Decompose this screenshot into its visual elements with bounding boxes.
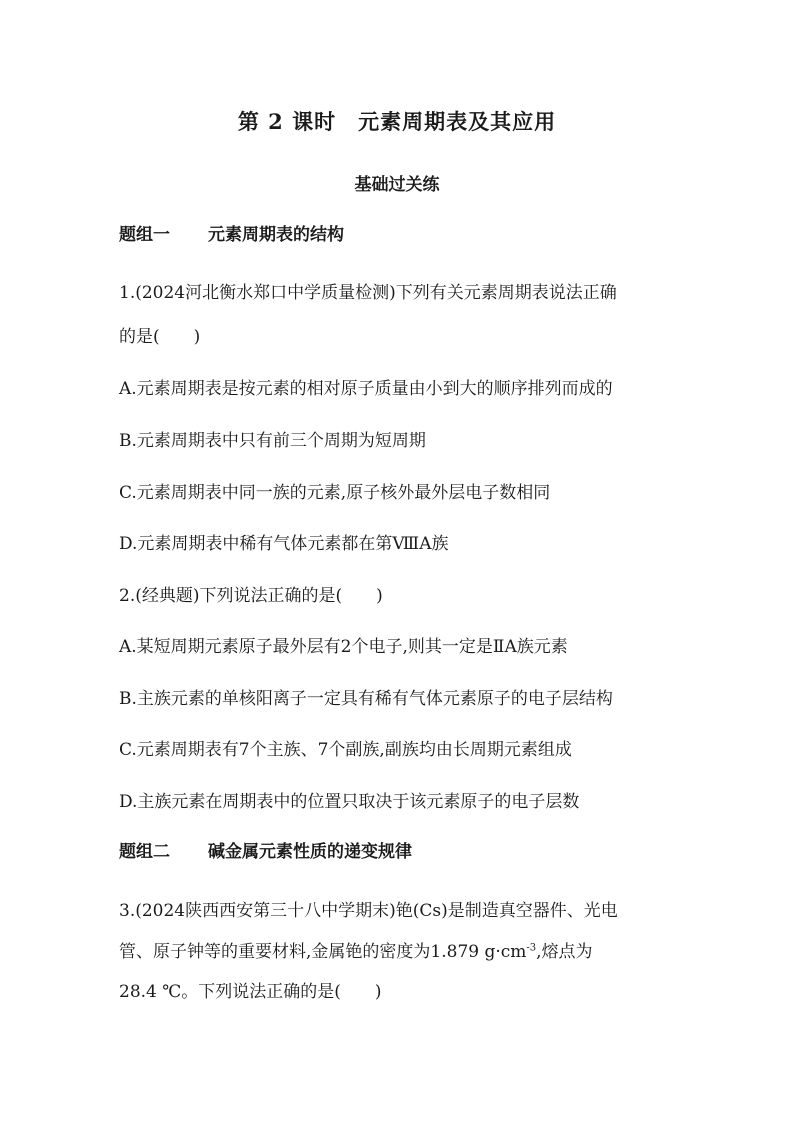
question-3-line-2-text-b: ,熔点为 [536,942,593,962]
question-1-option-a: A.元素周期表是按元素的相对原子质量由小到大的顺序排列而成的 [119,379,613,399]
question-1-option-d: D.元素周期表中稀有气体元素都在第ⅧA族 [119,534,449,554]
question-3-stem-line-3: 28.4 ℃。下列说法正确的是( ) [119,982,382,1002]
question-2-option-c: C.元素周期表有7个主族、7个副族,副族均由长周期元素组成 [119,740,572,760]
question-2-option-d: D.主族元素在周期表中的位置只取决于该元素原子的电子层数 [119,792,580,812]
group1-heading [119,220,344,245]
question-1-stem-line-1: 1.(2024河北衡水郑口中学质量检测)下列有关元素周期表说法正确 [119,283,617,303]
group2-heading-number: 题组二 [119,842,170,862]
group2-heading-text: 碱金属元素性质的递变规律 [208,842,412,862]
page-title: 第 2 课时 元素周期表及其应用 [237,109,557,134]
question-1-option-c: C.元素周期表中同一族的元素,原子核外最外层电子数相同 [119,483,551,503]
question-2-stem: 2.(经典题)下列说法正确的是( ) [119,586,383,606]
question-3-line-2-text-a: 管、原子钟等的重要材料,金属铯的密度为1.879 g·cm [119,942,527,962]
question-3-stem-line-2 [119,937,593,962]
group2-heading [119,837,412,862]
question-3-exponent: -3 [526,942,537,954]
group1-heading-number: 题组一 [119,225,170,245]
section-subtitle: 基础过关练 [354,175,440,195]
question-1-option-b: B.元素周期表中只有前三个周期为短周期 [119,431,426,451]
question-2-option-a: A.某短周期元素原子最外层有2个电子,则其一定是ⅡA族元素 [119,637,568,657]
question-3-stem-line-1: 3.(2024陕西西安第三十八中学期末)铯(Cs)是制造真空器件、光电 [119,901,618,921]
group1-heading-text: 元素周期表的结构 [208,225,344,245]
question-1-stem-line-2: 的是( ) [119,327,201,347]
question-2-option-b: B.主族元素的单核阳离子一定具有稀有气体元素原子的电子层结构 [119,689,613,709]
